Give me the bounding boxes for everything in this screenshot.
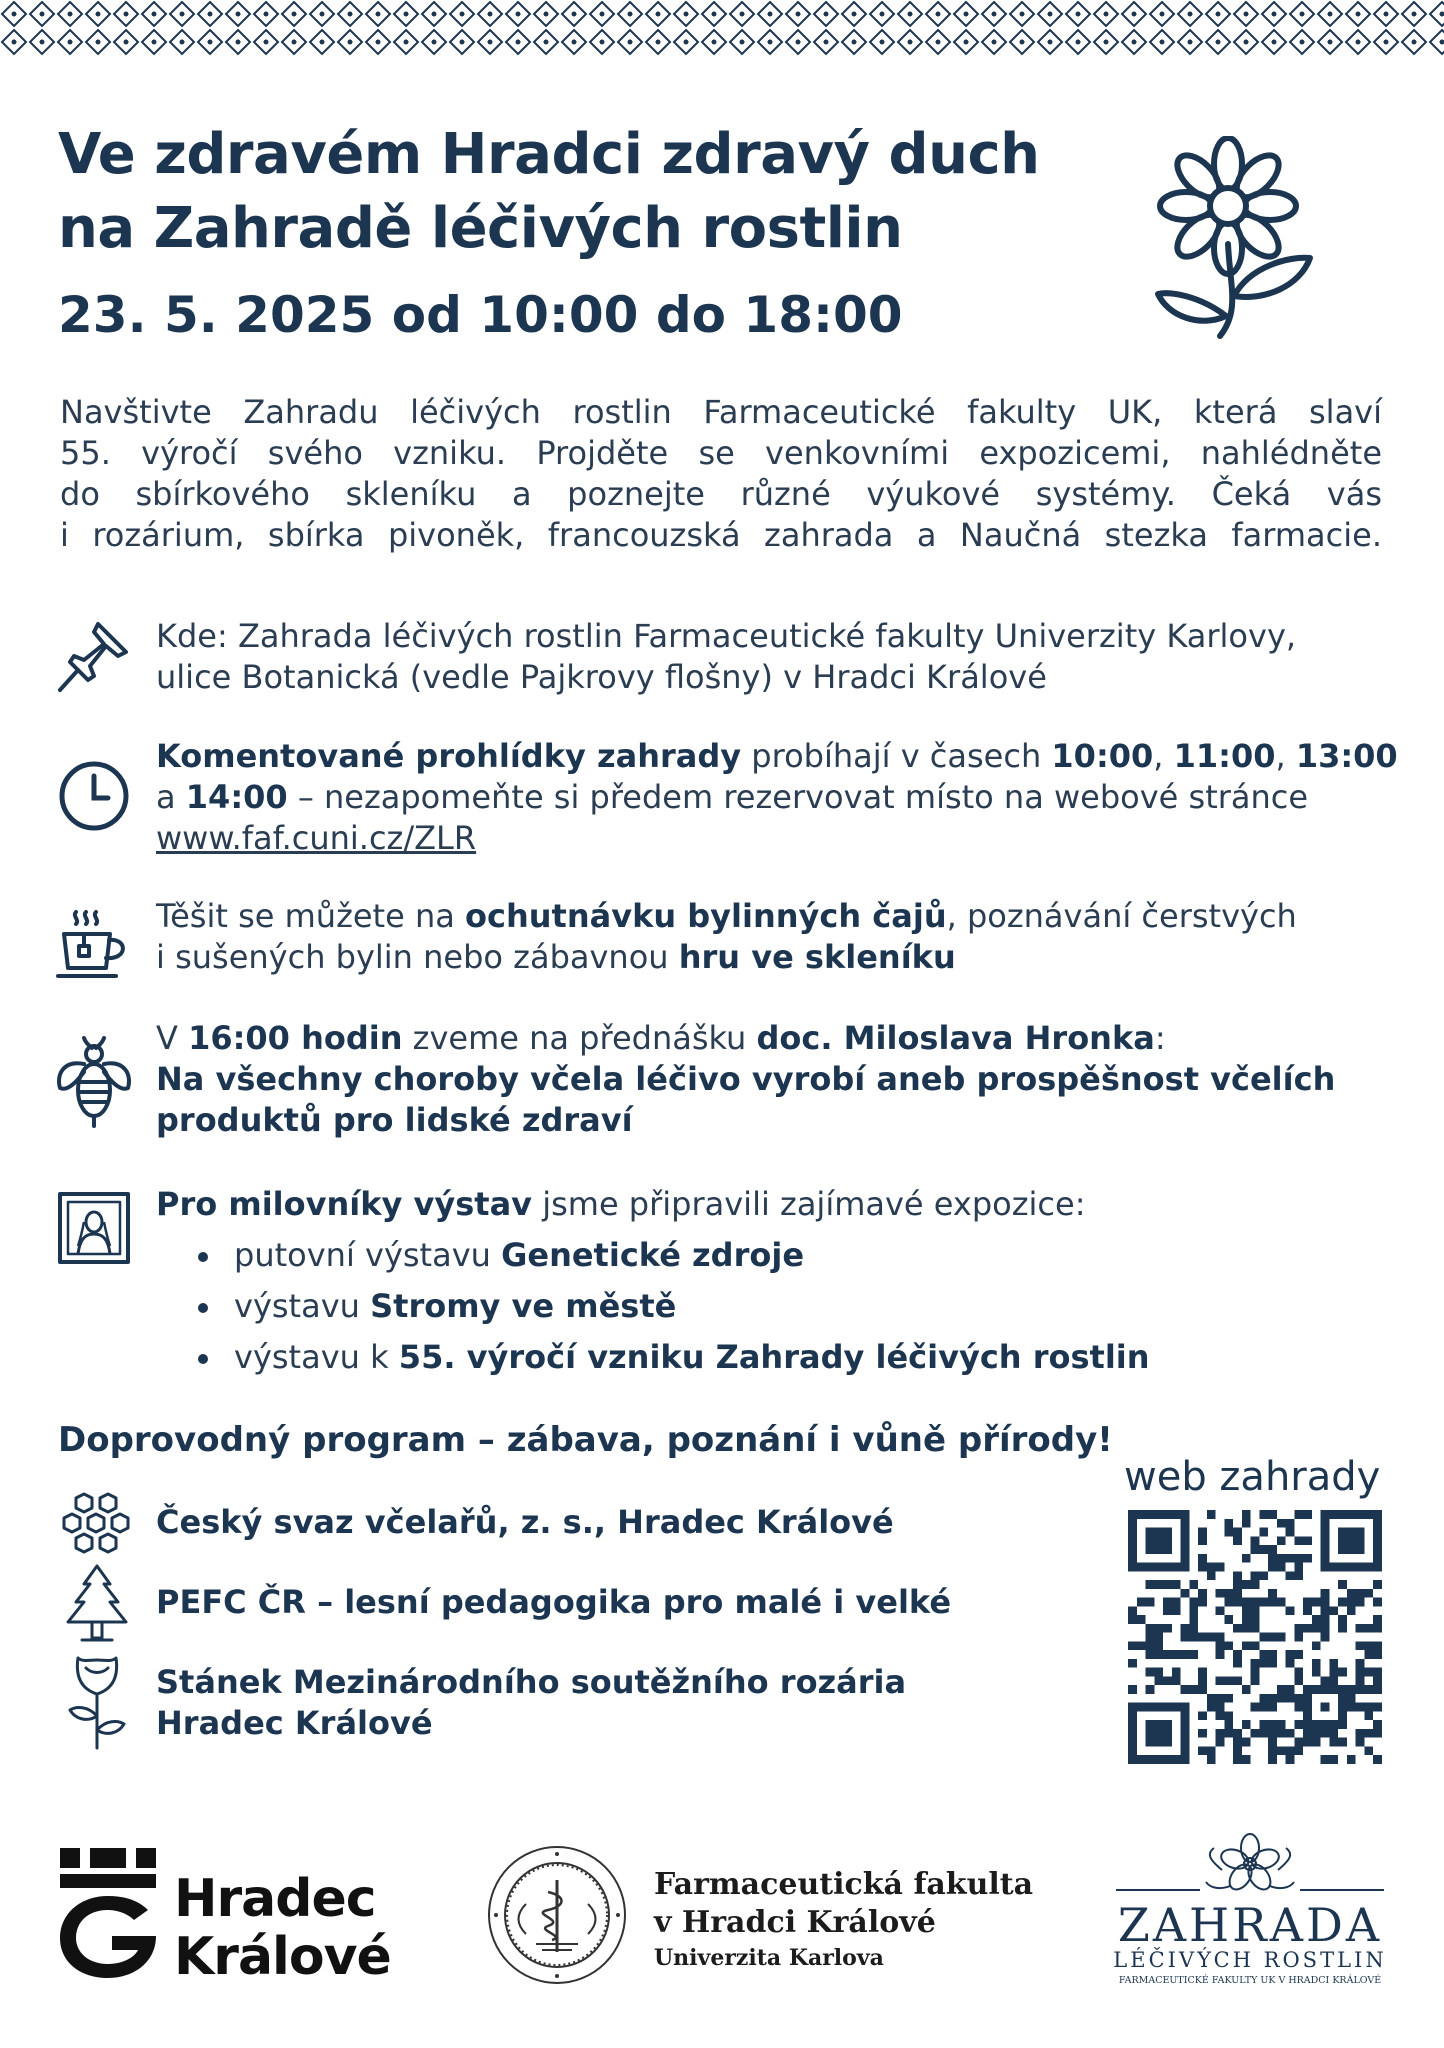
tour-time-1: 10:00	[1051, 737, 1154, 775]
tea-line2-pre: i sušených bylin nebo zábavnou	[156, 938, 679, 976]
hk-line-1: Hradec	[174, 1869, 376, 1929]
lecture-text	[156, 1018, 1396, 1141]
lecture-speaker: doc. Miloslava Hronka	[756, 1019, 1155, 1057]
hradec-kralove-logo	[56, 1844, 160, 1980]
exhibits-title: Pro milovníky výstav	[156, 1185, 533, 1223]
hk-line-2: Králové	[174, 1927, 391, 1987]
zlr-title: ZAHRADA	[1117, 1898, 1383, 1952]
tea-cup-icon	[54, 906, 134, 986]
tours-text	[156, 736, 1396, 859]
lecture-title-line-2: produktů pro lidské zdraví	[156, 1101, 633, 1139]
sponsor-line: Český svaz včelařů, z. s., Hradec Králové	[156, 1503, 894, 1541]
bee-icon	[54, 1030, 134, 1130]
tea-pre: Těšit se můžete na	[156, 897, 466, 935]
exhibit-pre: výstavu	[234, 1287, 371, 1325]
flower-icon	[1150, 136, 1316, 344]
tea-tasting: ochutnávku bylinných čajů	[465, 897, 947, 935]
intro-line-2: 55. výročí svého vzniku. Projděte se venkovními expozicemi, nahlédněte	[60, 434, 1382, 472]
honeycomb-icon	[62, 1490, 132, 1556]
event-date: 23. 5. 2025 od 10:00 do 18:00	[58, 286, 903, 344]
exhibit-pre: výstavu k	[234, 1338, 399, 1376]
university-seal-icon	[486, 1844, 628, 1986]
list-item	[156, 1281, 1396, 1332]
intro-line-1: Navštivte Zahradu léčivých rostlin Farmaceutické fakulty UK, která slaví	[60, 393, 1382, 431]
sponsor-rosarium	[156, 1662, 906, 1744]
greenhouse-game: hru ve skleníku	[678, 938, 956, 976]
tours-text-1: probíhají v časech	[741, 737, 1052, 775]
tour-time-4: 14:00	[185, 778, 288, 816]
intro-line-3: do sbírkového skleníku a poznejte různé výukové systémy. Čeká vás	[60, 475, 1382, 513]
exhibit-name: Stromy ve městě	[370, 1287, 677, 1325]
sponsor-beekeepers	[156, 1502, 894, 1543]
sponsor-pefc	[156, 1582, 951, 1623]
tea-text	[156, 896, 1396, 978]
reservation-link[interactable]: www.faf.cuni.cz/ZLR	[156, 819, 477, 857]
zlr-caption: FARMACEUTICKÉ FAKULTY UK V HRADCI KRÁLOVÉ	[1118, 1975, 1382, 1986]
qr-label: web zahrady	[1124, 1454, 1381, 1500]
pushpin-icon	[54, 616, 134, 696]
program-title: Doprovodný program – zábava, poznání i vůně přírody!	[58, 1420, 1113, 1460]
intro-paragraph	[60, 392, 1382, 556]
location-line-1: Kde: Zahrada léčivých rostlin Farmaceutické fakulty Univerzity Karlovy,	[156, 617, 1297, 655]
zlr-subtitle: LÉČIVÝCH ROSTLIN	[1113, 1948, 1387, 1972]
exhibit-name: Genetické zdroje	[501, 1236, 805, 1274]
framed-painting-icon	[54, 1188, 134, 1268]
tours-sep-2: ,	[1275, 737, 1296, 775]
faculty-wordmark	[654, 1866, 1033, 1974]
title-line-2: na Zahradě léčivých rostlin	[58, 196, 903, 261]
list-item	[156, 1332, 1396, 1383]
lecture-time: 16:00 hodin	[188, 1019, 403, 1057]
lecture-mid: zveme na přednášku	[402, 1019, 757, 1057]
exhibit-pre: putovní výstavu	[234, 1236, 502, 1274]
tours-title: Komentované prohlídky zahrady	[156, 737, 742, 775]
location-text	[156, 616, 1396, 698]
list-item	[156, 1230, 1396, 1281]
sponsor-line: Stánek Mezinárodního soutěžního rozária	[156, 1663, 907, 1701]
tour-time-2: 11:00	[1173, 737, 1276, 775]
page-title	[58, 118, 1040, 266]
hradec-kralove-wordmark	[174, 1870, 391, 1986]
lecture-colon: :	[1154, 1019, 1166, 1057]
clock-icon	[54, 756, 134, 836]
faf-line-3: Univerzita Karlova	[654, 1945, 884, 1971]
decorative-pattern-border	[0, 0, 1444, 56]
zahrada-flower-icon	[1110, 1830, 1390, 1900]
zahrada-logo	[1110, 1830, 1390, 1990]
lecture-pre: V	[156, 1019, 189, 1057]
tour-time-3: 13:00	[1295, 737, 1398, 775]
intro-line-4: i rozárium, sbírka pivoněk, francouzská zahrada a Naučná stezka farmacie.	[60, 516, 1382, 554]
rose-icon	[62, 1652, 132, 1752]
exhibit-name: 55. výročí vzniku Zahrady léčivých rostlin	[398, 1338, 1150, 1376]
exhibits-list	[156, 1230, 1396, 1383]
tours-and: a	[156, 778, 186, 816]
sponsor-line: Hradec Králové	[156, 1704, 433, 1742]
exhibits-block	[156, 1184, 1396, 1383]
tree-icon	[64, 1562, 130, 1644]
tea-mid: , poznávání čerstvých	[946, 897, 1297, 935]
tours-sep-1: ,	[1153, 737, 1174, 775]
faf-line-2: v Hradci Králové	[654, 1905, 936, 1940]
qr-code[interactable]	[1128, 1510, 1382, 1764]
exhibits-rest: jsme připravili zajímavé expozice:	[532, 1185, 1086, 1223]
title-line-1: Ve zdravém Hradci zdravý duch	[58, 122, 1040, 187]
location-line-2: ulice Botanická (vedle Pajkrovy flošny) v Hradci Králové	[156, 658, 1047, 696]
faf-line-1: Farmaceutická fakulta	[654, 1867, 1034, 1902]
tours-text-2: – nezapomeňte si předem rezervovat místo na webové stránce	[287, 778, 1309, 816]
lecture-title-line-1: Na všechny choroby včela léčivo vyrobí aneb prospěšnost včelích	[156, 1060, 1336, 1098]
sponsor-line: PEFC ČR – lesní pedagogika pro malé i velké	[156, 1583, 952, 1621]
